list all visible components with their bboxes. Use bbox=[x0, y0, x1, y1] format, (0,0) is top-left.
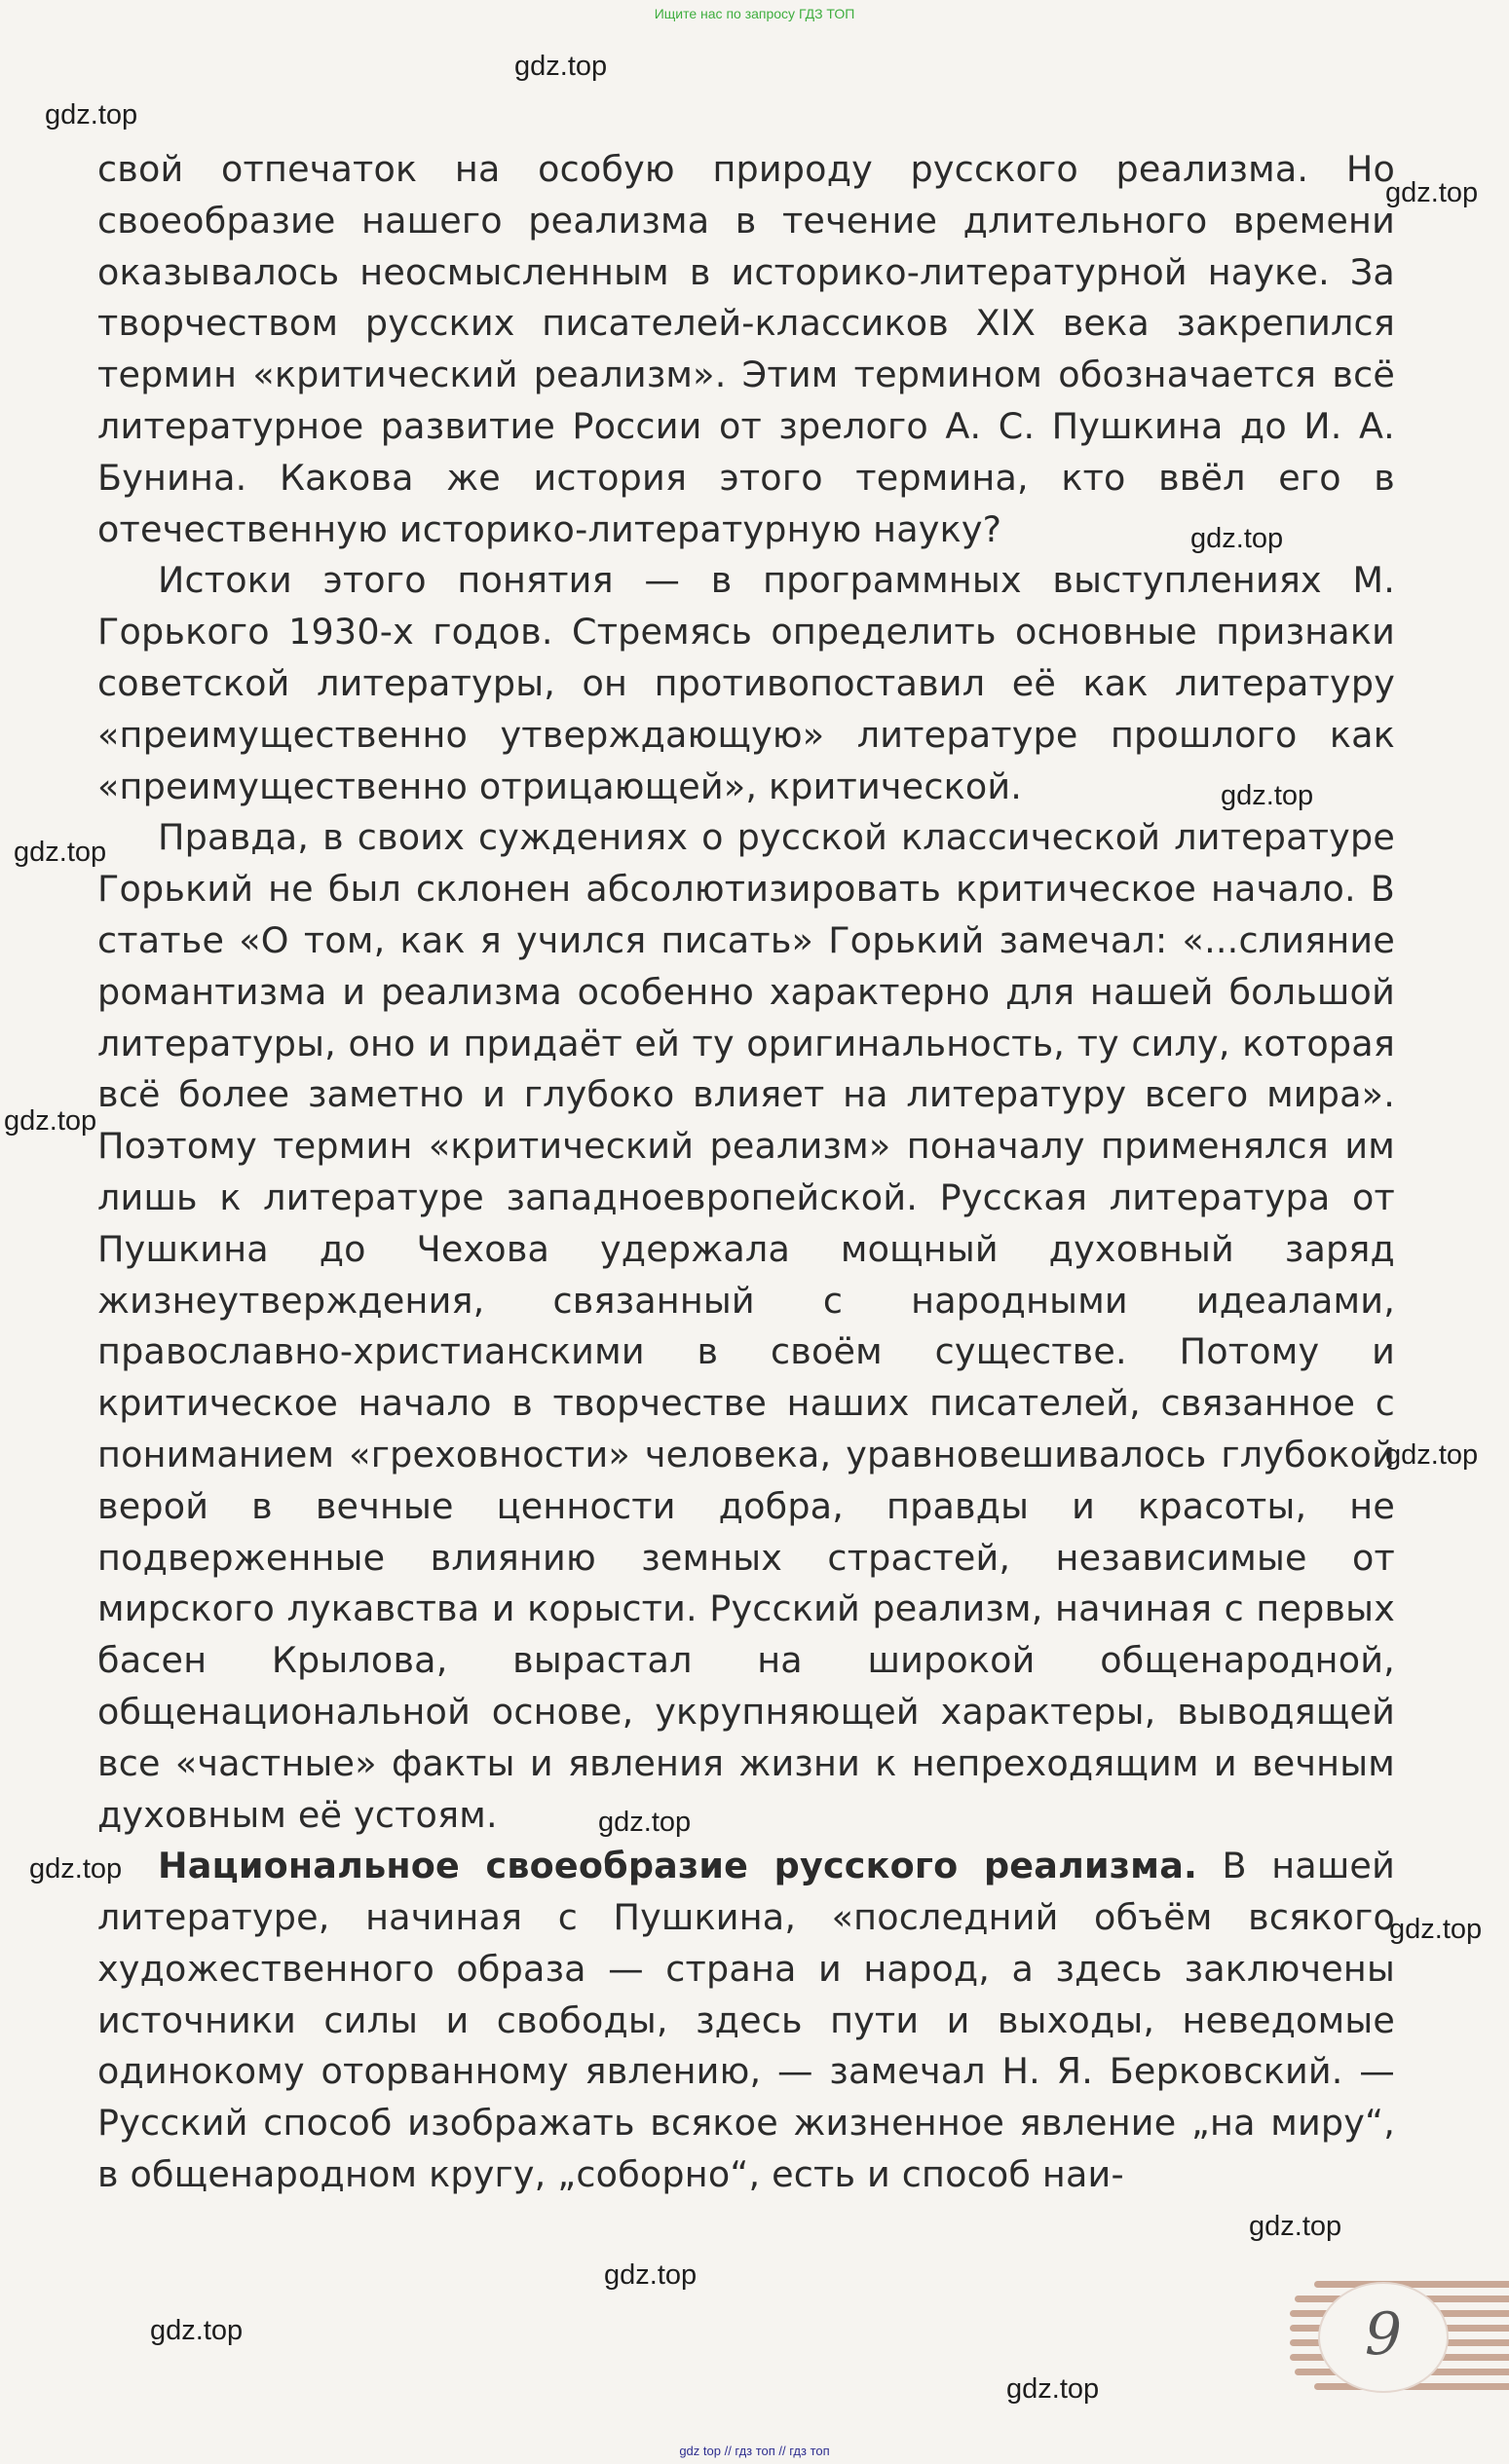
body-text bbox=[97, 144, 1395, 2201]
watermark: gdz.top bbox=[1221, 780, 1314, 811]
section-heading: Национальное своеобразие русского реализма. bbox=[158, 1845, 1198, 1887]
watermark: gdz.top bbox=[514, 51, 608, 82]
watermark: gdz.top bbox=[1385, 177, 1479, 208]
section-text: В нашей литературе, начиная с Пушкина, «последний объём всякого художественного образа — страна и народ, а здесь заключены источники силы и свободы, здесь пути и выходы, неведомые одинокому оторванному явлению, — замечал Н. Я. Берковский. — Русский способ изображать всякое жизненное явление „на миру“, в общенародном кругу, „соборно“, есть и способ наи- bbox=[97, 1845, 1395, 2196]
watermark: gdz.top bbox=[29, 1853, 123, 1885]
top-banner: Ищите нас по запросу ГДЗ ТОП bbox=[654, 6, 855, 21]
paragraph-1: свой отпечаток на особую природу русского реализма. Но своеобразие нашего реализма в течение длительного времени оказывалось неосмысленным в историко-литературной науке. За творчеством русских писателей-классиков XIX века закрепился термин «критический реализм». Этим термином обозначается всё литературное развитие России от зрелого А. С. Пушкина до И. А. Бунина. Какова же история этого термина, кто ввёл его в отечественную историко-литературную науку? bbox=[97, 148, 1395, 550]
watermark: gdz.top bbox=[4, 1105, 97, 1137]
watermark: gdz.top bbox=[150, 2315, 244, 2346]
watermark: gdz.top bbox=[1385, 1439, 1479, 1471]
watermark: gdz.top bbox=[14, 837, 107, 868]
bottom-footer: gdz top // гдз топ // гдз топ bbox=[679, 2444, 830, 2458]
page-number: 9 bbox=[1364, 2300, 1403, 2369]
watermark: gdz.top bbox=[45, 99, 138, 131]
paragraph-3: Правда, в своих суждениях о русской классической литературе Горький не был склонен абсолютизировать критическое начало. В статье «О том, как я учился писать» Горький замечал: «...слияние романтизма и реализма особенно характерно для нашей большой литературы, оно и придаёт ей ту оригинальность, ту силу, которая всё более заметно и глубоко влияет на литературу всего мира». Поэтому термин «критический реализм» поначалу применялся им лишь к литературе западноевропейской. Русская литература от Пушкина до Чехова удержала мощный духовный заряд жизнеутверждения, связанный с народными идеалами, православно-христианскими в своём существе. Потому и критическое начало в творчестве наших писателей, связанное с пониманием «греховности» человека, уравновешивалось глубокой верой в вечные ценности добра, правды и красоты, не подверженные влиянию земных страстей, независимые от мирского лукавства и корысти. Русский реализм, начиная с первых басен Крылова, вырастал на широкой общенародной, общенациональной основе, укрупняющей характеры, выводящей все «частные» факты и явления жизни к непреходящим и вечным духовным её устоям. bbox=[97, 816, 1395, 1836]
section-paragraph bbox=[97, 1841, 1395, 2201]
paragraph-2: Истоки этого понятия — в программных выступлениях М. Горького 1930-х годов. Стремясь определить основные признаки советской литературы, он противопоставил её как литературу «преимущественно утверждающую» литературе прошлого как «преимущественно отрицающей», критической. bbox=[97, 559, 1395, 807]
watermark: gdz.top bbox=[1190, 523, 1284, 554]
watermark: gdz.top bbox=[604, 2259, 698, 2291]
watermark: gdz.top bbox=[1006, 2373, 1100, 2405]
watermark: gdz.top bbox=[1389, 1914, 1483, 1945]
watermark: gdz.top bbox=[1249, 2211, 1342, 2242]
watermark: gdz.top bbox=[598, 1807, 692, 1838]
